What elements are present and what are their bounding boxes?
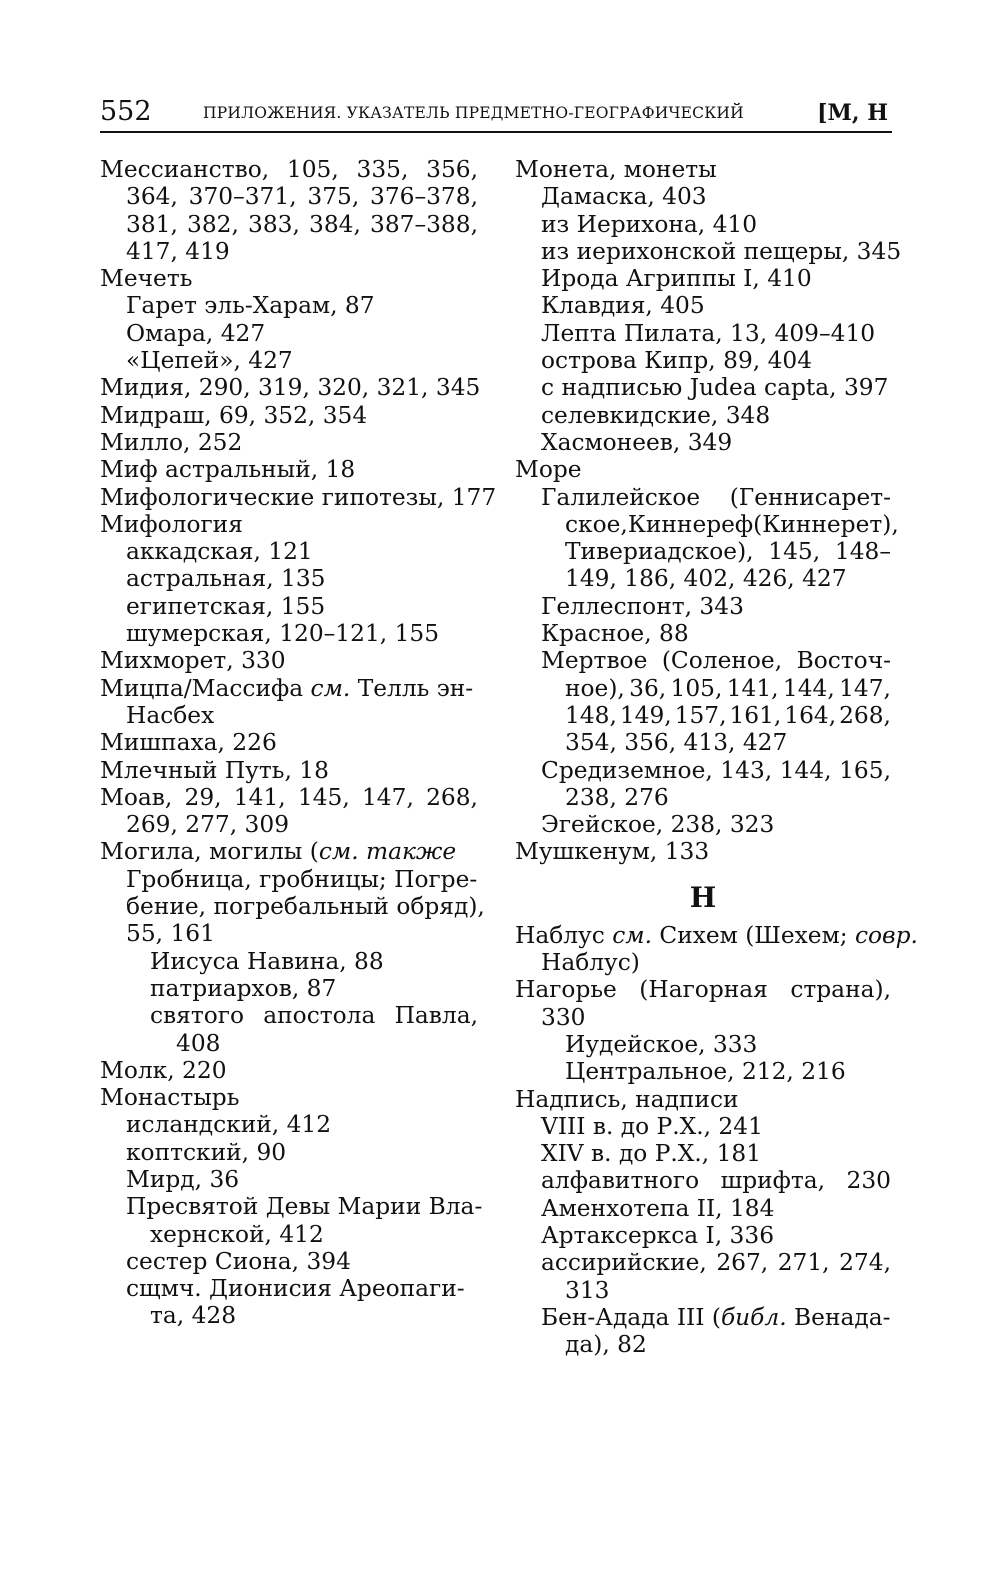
index-line: Гробница, гробницы; Погре- bbox=[126, 865, 478, 893]
index-line: астральная, 135 bbox=[126, 565, 326, 593]
entry-word: 148– bbox=[834, 538, 891, 566]
entry-word: Галилейское bbox=[541, 483, 701, 511]
index-line: 408 bbox=[176, 1029, 221, 1057]
entry-word: 148, bbox=[565, 701, 617, 729]
entry-italic-text: библ. bbox=[720, 1303, 787, 1331]
index-line: Мирд, 36 bbox=[126, 1165, 240, 1193]
entry-text: Венада- bbox=[794, 1303, 891, 1331]
spacer bbox=[515, 866, 891, 874]
entry-word: 144, bbox=[782, 674, 835, 702]
index-line: Море bbox=[515, 456, 582, 484]
index-column-left bbox=[100, 156, 497, 1330]
index-line: Монета, монеты bbox=[515, 156, 717, 183]
entry-word: 141, bbox=[726, 674, 779, 702]
index-line: аккадская, 121 bbox=[126, 538, 313, 566]
index-line: исландский, 412 bbox=[126, 1111, 332, 1139]
entry-word: страна), bbox=[790, 976, 891, 1004]
entry-word: Нагорье bbox=[515, 976, 617, 1004]
index-line: Эгейское, 238, 323 bbox=[541, 811, 775, 839]
index-line: Надпись, надписи bbox=[515, 1085, 739, 1113]
entry-word: 268, bbox=[839, 701, 891, 729]
index-line bbox=[100, 784, 478, 811]
index-line: из иерихонской пещеры, 345 bbox=[541, 237, 902, 265]
index-line: «Цепей», 427 bbox=[126, 347, 293, 375]
index-column-right bbox=[515, 156, 918, 1359]
index-line bbox=[515, 702, 891, 729]
index-line: Ирода Агриппы I, 410 bbox=[541, 265, 812, 293]
entry-word: 375, bbox=[307, 183, 360, 211]
index-line: патриархов, 87 bbox=[150, 974, 337, 1002]
entry-word: святого bbox=[150, 1002, 245, 1030]
entry-italic-text: см. bbox=[310, 674, 351, 702]
index-line bbox=[100, 675, 478, 702]
index-line: XIV в. до Р.Х., 181 bbox=[541, 1140, 762, 1168]
entry-word: (Нагорная bbox=[639, 976, 768, 1004]
index-line: египетская, 155 bbox=[126, 592, 326, 620]
index-line bbox=[515, 1249, 891, 1276]
entry-text: Мицпа/Массифа bbox=[100, 674, 304, 702]
entry-text: Могила, могилы ( bbox=[100, 838, 319, 866]
index-line: Центральное, 212, 216 bbox=[565, 1058, 846, 1086]
index-line: Иисуса Навина, 88 bbox=[150, 947, 384, 975]
index-line: Клавдия, 405 bbox=[541, 292, 705, 320]
entry-word: 144, bbox=[779, 756, 832, 784]
entry-word: 147, bbox=[361, 783, 414, 811]
index-line: 149, 186, 402, 426, 427 bbox=[565, 565, 847, 593]
index-line bbox=[515, 1304, 891, 1331]
entry-word: 268, bbox=[426, 783, 478, 811]
entry-word: 147, bbox=[839, 674, 891, 702]
entry-word: Павла, bbox=[394, 1002, 478, 1030]
index-line bbox=[515, 757, 891, 784]
index-line: Геллеспонт, 343 bbox=[541, 592, 744, 620]
entry-word: 165, bbox=[839, 756, 891, 784]
entry-word: (Геннисарет- bbox=[729, 483, 891, 511]
entry-word: апостола bbox=[263, 1002, 376, 1030]
index-line: селевкидские, 348 bbox=[541, 401, 771, 429]
index-line bbox=[515, 647, 891, 674]
entry-text: Телль эн- bbox=[357, 674, 474, 702]
entry-word: 387–388, bbox=[370, 210, 478, 238]
entry-word: (Соленое, bbox=[661, 647, 783, 675]
entry-word: 381, bbox=[126, 210, 178, 238]
index-column-right-m-entries bbox=[515, 156, 902, 866]
entry-text: Бен-Адада III ( bbox=[541, 1303, 721, 1331]
index-line bbox=[515, 675, 891, 702]
index-line: Хасмонеев, 349 bbox=[541, 428, 733, 456]
index-line: Мидраш, 69, 352, 354 bbox=[100, 401, 368, 429]
entry-word: 145, bbox=[768, 538, 821, 566]
entry-italic-text: см. bbox=[612, 921, 652, 949]
index-line: Дамаска, 403 bbox=[541, 183, 707, 211]
running-title: ПРИЛОЖЕНИЯ. УКАЗАТЕЛЬ ПРЕДМЕТНО-ГЕОГРАФИЧЕСКИЙ bbox=[203, 104, 744, 122]
entry-word: 230 bbox=[846, 1167, 891, 1195]
index-line bbox=[100, 156, 478, 183]
index-line: 238, 276 bbox=[565, 783, 669, 811]
index-line: Мифологические гипотезы, 177 bbox=[100, 483, 497, 511]
entry-word: 370–371, bbox=[188, 183, 297, 211]
index-line: Иудейское, 333 bbox=[565, 1030, 758, 1058]
entry-word: ное), bbox=[565, 674, 625, 702]
index-line bbox=[515, 484, 891, 511]
index-line bbox=[100, 211, 478, 238]
entry-word: 274, bbox=[839, 1249, 891, 1277]
index-line: Омара, 427 bbox=[126, 319, 266, 347]
entry-word: 164, bbox=[784, 701, 837, 729]
index-line: 417, 419 bbox=[126, 237, 230, 265]
entry-word: 384, bbox=[309, 210, 361, 238]
entry-word: 267, bbox=[716, 1249, 769, 1277]
index-line: сестер Сиона, 394 bbox=[126, 1247, 351, 1275]
entry-word: Моав, bbox=[100, 783, 173, 811]
index-line: Наблус) bbox=[541, 949, 640, 977]
index-line: острова Кипр, 89, 404 bbox=[541, 347, 813, 375]
entry-word: Киннереф bbox=[627, 510, 754, 538]
entry-word: алфавитного bbox=[541, 1167, 700, 1195]
entry-italic-text: см. также bbox=[318, 838, 457, 866]
index-line: с надписью Judea capta, 397 bbox=[541, 374, 889, 402]
entry-word: Восточ- bbox=[796, 647, 891, 675]
index-line: Мушкенум, 133 bbox=[515, 838, 710, 866]
entry-text: Сихем (Шехем; bbox=[659, 921, 848, 949]
entry-word: 141, bbox=[233, 783, 286, 811]
entry-word: 364, bbox=[126, 183, 178, 211]
index-line: Молк, 220 bbox=[100, 1056, 227, 1084]
index-line: VIII в. до Р.Х., 241 bbox=[541, 1112, 763, 1140]
index-line bbox=[515, 1167, 891, 1194]
index-line: коптский, 90 bbox=[126, 1138, 287, 1166]
entry-word: шрифта, bbox=[720, 1167, 826, 1195]
entry-word: 145, bbox=[297, 783, 350, 811]
entry-word: 335, bbox=[356, 156, 409, 183]
index-line: бение, погребальный обряд), bbox=[126, 893, 485, 921]
entry-word: 376–378, bbox=[370, 183, 478, 211]
index-line bbox=[515, 976, 891, 1003]
entry-word: ассирийские, bbox=[541, 1249, 707, 1277]
index-line: Аменхотепа II, 184 bbox=[541, 1194, 775, 1222]
index-line: Насбех bbox=[126, 701, 215, 729]
index-line: та, 428 bbox=[150, 1302, 237, 1330]
entry-word: 161, bbox=[729, 701, 782, 729]
index-line bbox=[515, 510, 899, 538]
entry-word: 149, bbox=[619, 701, 672, 729]
entry-word: Тивериадское), bbox=[565, 538, 754, 566]
index-line: 55, 161 bbox=[126, 920, 215, 948]
index-line: сщмч. Дионисия Ареопаги- bbox=[126, 1275, 465, 1303]
entry-word: 143, bbox=[720, 756, 773, 784]
header-rule bbox=[100, 131, 892, 133]
index-line bbox=[100, 838, 478, 865]
section-mark: [М, Н bbox=[817, 100, 888, 126]
entry-word: 105, bbox=[670, 674, 723, 702]
index-line: 354, 356, 413, 427 bbox=[565, 729, 788, 757]
page-number: 552 bbox=[100, 96, 152, 127]
spacer bbox=[515, 914, 891, 922]
index-line: 330 bbox=[541, 1003, 586, 1031]
index-line: Миф астральный, 18 bbox=[100, 456, 356, 484]
index-line: 269, 277, 309 bbox=[126, 811, 290, 839]
index-line: Гарет эль-Харам, 87 bbox=[126, 292, 375, 320]
entry-text: Наблус bbox=[515, 921, 605, 949]
entry-word: 271, bbox=[777, 1249, 830, 1277]
entry-italic-text: совр. bbox=[854, 921, 918, 949]
index-line: Млечный Путь, 18 bbox=[100, 756, 329, 784]
index-line: шумерская, 120–121, 155 bbox=[126, 620, 440, 648]
letter-heading: Н bbox=[689, 880, 717, 914]
index-line bbox=[100, 1002, 478, 1029]
index-line: Красное, 88 bbox=[541, 620, 689, 648]
index-line: из Иерихона, 410 bbox=[541, 210, 758, 238]
index-line: Пресвятой Девы Марии Вла- bbox=[126, 1193, 483, 1221]
entry-word: 29, bbox=[184, 783, 222, 811]
entry-word: (Киннерет), bbox=[753, 510, 899, 538]
index-line: Лепта Пилата, 13, 409–410 bbox=[541, 319, 876, 347]
entry-word: ское, bbox=[565, 510, 628, 538]
index-line: да), 82 bbox=[565, 1331, 647, 1359]
index-line: Артаксеркса I, 336 bbox=[541, 1221, 775, 1249]
index-line bbox=[100, 183, 478, 210]
index-line: Милло, 252 bbox=[100, 428, 243, 456]
entry-word: 382, bbox=[187, 210, 239, 238]
entry-word: Средиземное, bbox=[541, 756, 713, 784]
entry-word: Мертвое bbox=[541, 647, 648, 675]
index-line: Мечеть bbox=[100, 265, 193, 293]
entry-word: 157, bbox=[674, 701, 727, 729]
index-line: Мишпаха, 226 bbox=[100, 729, 277, 757]
entry-word: 383, bbox=[248, 210, 300, 238]
index-line: Мидия, 290, 319, 320, 321, 345 bbox=[100, 374, 481, 402]
page-header bbox=[100, 96, 892, 132]
entry-word: 356, bbox=[426, 156, 478, 183]
entry-word: Мессианство, bbox=[100, 156, 270, 183]
index-line: 313 bbox=[565, 1276, 610, 1304]
entry-word: 105, bbox=[286, 156, 339, 183]
index-line: Мифология bbox=[100, 510, 243, 538]
index-line bbox=[515, 538, 891, 565]
entry-word: 36, bbox=[629, 674, 667, 702]
index-line: Монастырь bbox=[100, 1084, 240, 1112]
index-line: хернской, 412 bbox=[150, 1220, 324, 1248]
index-column-right-n-entries bbox=[515, 921, 918, 1359]
index-line: Михморет, 330 bbox=[100, 647, 286, 675]
index-line bbox=[515, 921, 918, 949]
